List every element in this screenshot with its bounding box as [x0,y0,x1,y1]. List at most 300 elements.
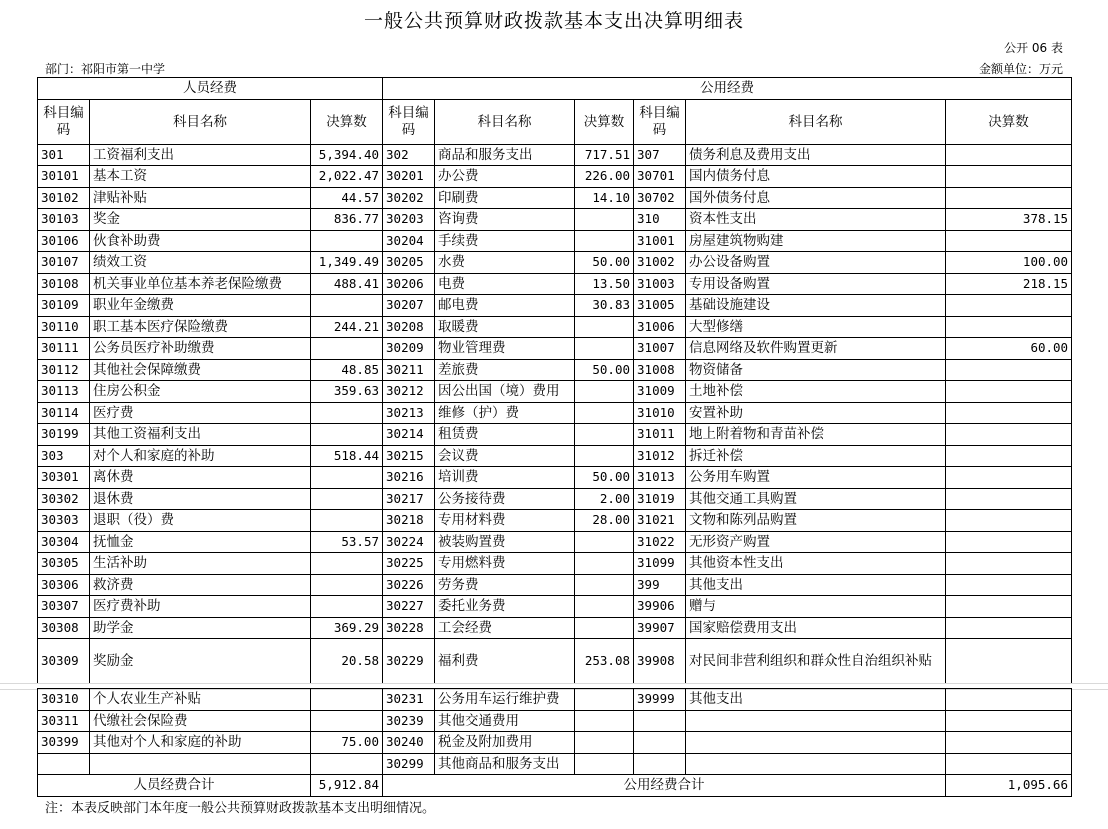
subject-code-cell: 30205 [383,252,435,274]
subject-name-cell: 租赁费 [435,424,575,446]
amount-cell: 836.77 [311,209,383,231]
subject-code-cell: 30240 [383,732,435,754]
amount-cell [311,338,383,360]
subject-name-cell: 安置补助 [686,402,946,424]
amount-cell [575,338,634,360]
subject-name-cell: 维修（护）费 [435,402,575,424]
unit-label: 金额单位：万元 [978,62,1063,76]
amount-cell [946,467,1072,489]
subject-name-cell: 机关事业单位基本养老保险缴费 [90,273,311,295]
subject-name-cell: 其他商品和服务支出 [435,753,575,775]
amount-cell: 53.57 [311,531,383,553]
amount-cell: 253.08 [575,639,634,684]
subject-code-cell: 31099 [634,553,686,575]
subject-code-cell: 30101 [38,166,90,188]
subject-code-cell: 30211 [383,359,435,381]
subject-code-cell: 31011 [634,424,686,446]
subject-code-cell: 30216 [383,467,435,489]
table-row [38,402,1072,424]
amount-cell [946,689,1072,711]
amount-cell [311,710,383,732]
subject-name-cell: 专用材料费 [435,510,575,532]
subject-name-cell: 赠与 [686,596,946,618]
table-row [38,732,1072,754]
amount-cell [575,445,634,467]
amount-cell [575,574,634,596]
subject-name-cell: 其他交通费用 [435,710,575,732]
subject-code-cell [634,732,686,754]
subject-name-cell: 绩效工资 [90,252,311,274]
amount-cell: 48.85 [311,359,383,381]
subject-name-cell [90,753,311,775]
subject-code-cell: 30218 [383,510,435,532]
subject-name-cell: 土地补偿 [686,381,946,403]
footnote: 注：本表反映部门本年度一般公共预算财政拨款基本支出明细情况。 [45,801,436,816]
subject-code-cell: 30103 [38,209,90,231]
subject-name-cell: 伙食补助费 [90,230,311,252]
subject-name-cell: 差旅费 [435,359,575,381]
amount-cell: 13.50 [575,273,634,295]
table-row [38,553,1072,575]
subject-code-cell: 39908 [634,639,686,684]
subject-name-cell: 公务接待费 [435,488,575,510]
amount-cell [946,553,1072,575]
subject-code-cell: 307 [634,144,686,166]
subject-code-cell: 39999 [634,689,686,711]
subject-name-cell: 职工基本医疗保险缴费 [90,316,311,338]
subject-code-cell: 39906 [634,596,686,618]
amount-cell [946,144,1072,166]
subject-code-cell: 30310 [38,689,90,711]
amount-cell: 20.58 [311,639,383,684]
table-row [38,273,1072,295]
amount-cell [575,424,634,446]
amount-cell [946,381,1072,403]
amount-cell: 44.57 [311,187,383,209]
table-row [38,753,1072,775]
subject-code-cell: 30203 [383,209,435,231]
subject-code-cell: 30229 [383,639,435,684]
amount-cell: 28.00 [575,510,634,532]
subject-name-cell: 培训费 [435,467,575,489]
subject-code-cell: 30224 [383,531,435,553]
subject-name-cell: 助学金 [90,617,311,639]
subject-name-cell: 抚恤金 [90,531,311,553]
subject-name-cell: 邮电费 [435,295,575,317]
subject-code-cell: 30114 [38,402,90,424]
subject-code-cell: 30701 [634,166,686,188]
public-header: 公用经费 [383,78,1072,100]
subject-code-cell: 30239 [383,710,435,732]
table-row [38,230,1072,252]
amount-cell [311,488,383,510]
subject-code-cell [38,753,90,775]
subject-name-cell: 公务员医疗补助缴费 [90,338,311,360]
amount-cell [311,574,383,596]
subject-name-cell: 资本性支出 [686,209,946,231]
subject-name-cell: 无形资产购置 [686,531,946,553]
subject-name-cell: 基本工资 [90,166,311,188]
subject-code-cell: 31003 [634,273,686,295]
amount-cell [311,424,383,446]
subject-name-cell: 救济费 [90,574,311,596]
subject-name-cell: 大型修缮 [686,316,946,338]
subject-code-cell: 30112 [38,359,90,381]
amount-cell [946,187,1072,209]
subject-code-cell: 30109 [38,295,90,317]
subject-code-cell: 31005 [634,295,686,317]
subject-name-cell: 奖金 [90,209,311,231]
subject-name-cell: 其他交通工具购置 [686,488,946,510]
subject-code-cell: 30231 [383,689,435,711]
subject-name-cell: 因公出国（境）费用 [435,381,575,403]
subject-name-cell: 其他支出 [686,574,946,596]
subject-code-cell: 30206 [383,273,435,295]
amount-cell [575,710,634,732]
table-row [38,187,1072,209]
subject-name-cell: 个人农业生产补贴 [90,689,311,711]
subject-name-cell: 退职（役）费 [90,510,311,532]
amount-cell [946,596,1072,618]
subject-code-cell: 30305 [38,553,90,575]
table-row [38,710,1072,732]
table-row [38,316,1072,338]
subject-code-cell: 30303 [38,510,90,532]
subject-name-cell: 基础设施建设 [686,295,946,317]
subject-code-cell: 31002 [634,252,686,274]
subject-code-cell: 30307 [38,596,90,618]
amount-cell [946,531,1072,553]
amount-cell: 226.00 [575,166,634,188]
subject-code-cell: 30110 [38,316,90,338]
subject-code-cell: 30299 [383,753,435,775]
subject-name-cell: 津贴补贴 [90,187,311,209]
subject-name-cell: 会议费 [435,445,575,467]
subject-code-cell: 303 [38,445,90,467]
subject-name-cell: 被装购置费 [435,531,575,553]
subject-code-cell: 30213 [383,402,435,424]
table-row [38,488,1072,510]
subject-name-cell: 医疗费补助 [90,596,311,618]
amount-cell [575,209,634,231]
amount-cell [575,596,634,618]
col-name-header: 科目名称 [435,99,575,144]
table-row [38,574,1072,596]
subject-code-cell: 31022 [634,531,686,553]
subject-code-cell: 30308 [38,617,90,639]
amount-cell [575,381,634,403]
subject-code-cell: 30228 [383,617,435,639]
subject-code-cell: 30306 [38,574,90,596]
subject-name-cell: 文物和陈列品购置 [686,510,946,532]
subject-name-cell: 国内债务付息 [686,166,946,188]
amount-cell [946,402,1072,424]
subject-code-cell: 30311 [38,710,90,732]
subject-code-cell: 30214 [383,424,435,446]
subject-name-cell: 代缴社会保险费 [90,710,311,732]
amount-cell [946,230,1072,252]
subject-name-cell: 电费 [435,273,575,295]
subject-name-cell: 生活补助 [90,553,311,575]
amount-cell: 518.44 [311,445,383,467]
subject-name-cell: 咨询费 [435,209,575,231]
subject-code-cell [634,753,686,775]
amount-cell: 60.00 [946,338,1072,360]
personnel-total-label: 人员经费合计 [38,775,311,797]
amount-cell [575,753,634,775]
subject-code-cell: 30108 [38,273,90,295]
amount-cell: 30.83 [575,295,634,317]
col-name-header: 科目名称 [686,99,946,144]
amount-cell: 1,349.49 [311,252,383,274]
subject-code-cell: 30304 [38,531,90,553]
amount-cell: 488.41 [311,273,383,295]
subject-code-cell: 30106 [38,230,90,252]
amount-cell [311,295,383,317]
subject-name-cell: 专用燃料费 [435,553,575,575]
amount-cell [575,230,634,252]
table-row [38,295,1072,317]
col-code-header: 科目编码 [634,99,686,144]
subject-code-cell: 30301 [38,467,90,489]
subject-code-cell: 310 [634,209,686,231]
col-code-header: 科目编码 [38,99,90,144]
amount-cell [946,488,1072,510]
amount-cell [946,166,1072,188]
subject-code-cell: 30215 [383,445,435,467]
subject-code-cell: 31001 [634,230,686,252]
subject-name-cell: 职业年金缴费 [90,295,311,317]
subject-name-cell: 信息网络及软件购置更新 [686,338,946,360]
subject-name-cell: 债务利息及费用支出 [686,144,946,166]
subject-name-cell: 医疗费 [90,402,311,424]
table-row [38,252,1072,274]
amount-cell [311,402,383,424]
amount-cell [946,445,1072,467]
subject-code-cell: 30202 [383,187,435,209]
table-row [38,445,1072,467]
subject-name-cell [686,732,946,754]
subject-name-cell: 工会经费 [435,617,575,639]
table-row [38,689,1072,711]
subject-name-cell: 工资福利支出 [90,144,311,166]
subject-name-cell: 奖励金 [90,639,311,684]
amount-cell: 218.15 [946,273,1072,295]
subject-name-cell: 办公费 [435,166,575,188]
amount-cell: 75.00 [311,732,383,754]
subject-name-cell: 水费 [435,252,575,274]
amount-cell: 378.15 [946,209,1072,231]
subject-name-cell: 对民间非营利组织和群众性自治组织补贴 [686,639,946,684]
subject-code-cell: 30399 [38,732,90,754]
page-title: 一般公共预算财政拨款基本支出决算明细表 [363,10,744,32]
subject-name-cell: 住房公积金 [90,381,311,403]
subject-name-cell: 其他工资福利支出 [90,424,311,446]
subject-code-cell: 31019 [634,488,686,510]
amount-cell [575,402,634,424]
amount-cell [575,316,634,338]
amount-cell: 50.00 [575,359,634,381]
expenditure-table [37,77,1072,684]
table-row [38,596,1072,618]
table-row [38,467,1072,489]
subject-code-cell: 31008 [634,359,686,381]
subject-name-cell: 物业管理费 [435,338,575,360]
subject-code-cell: 31007 [634,338,686,360]
amount-cell [311,753,383,775]
subject-name-cell: 国家赔偿费用支出 [686,617,946,639]
department-label: 部门：祁阳市第一中学 [45,62,166,76]
table-row [38,144,1072,166]
subject-name-cell: 印刷费 [435,187,575,209]
amount-cell [946,710,1072,732]
subject-code-cell: 302 [383,144,435,166]
public-total-value: 1,095.66 [946,775,1072,797]
amount-cell: 359.63 [311,381,383,403]
subject-code-cell: 30209 [383,338,435,360]
amount-cell: 244.21 [311,316,383,338]
amount-cell: 2,022.47 [311,166,383,188]
amount-cell [311,230,383,252]
amount-cell [946,316,1072,338]
subject-code-cell: 31006 [634,316,686,338]
subject-code-cell: 399 [634,574,686,596]
subject-name-cell: 对个人和家庭的补助 [90,445,311,467]
subject-code-cell: 30217 [383,488,435,510]
subject-name-cell [686,710,946,732]
amount-cell: 5,394.40 [311,144,383,166]
amount-cell [311,596,383,618]
subject-code-cell: 30107 [38,252,90,274]
subject-code-cell: 30102 [38,187,90,209]
col-amount-header: 决算数 [946,99,1072,144]
subject-code-cell: 31010 [634,402,686,424]
subject-name-cell: 其他对个人和家庭的补助 [90,732,311,754]
subject-code-cell: 30702 [634,187,686,209]
amount-cell [946,574,1072,596]
amount-cell: 717.51 [575,144,634,166]
subject-code-cell: 30204 [383,230,435,252]
subject-name-cell: 房屋建筑物购建 [686,230,946,252]
subject-name-cell: 公务用车运行维护费 [435,689,575,711]
subject-name-cell: 专用设备购置 [686,273,946,295]
subject-name-cell: 退休费 [90,488,311,510]
personnel-total-value: 5,912.84 [311,775,383,797]
table-row [38,338,1072,360]
subject-code-cell: 30302 [38,488,90,510]
subject-code-cell: 301 [38,144,90,166]
col-name-header: 科目名称 [90,99,311,144]
amount-cell [575,553,634,575]
table-row [38,617,1072,639]
amount-cell [946,617,1072,639]
amount-cell [311,553,383,575]
subject-code-cell: 31021 [634,510,686,532]
subject-code-cell: 30226 [383,574,435,596]
subject-code-cell: 31009 [634,381,686,403]
subject-name-cell: 委托业务费 [435,596,575,618]
col-code-header: 科目编码 [383,99,435,144]
amount-cell [311,689,383,711]
personnel-header: 人员经费 [38,78,383,100]
subject-code-cell [634,710,686,732]
subject-name-cell: 物资储备 [686,359,946,381]
amount-cell [311,510,383,532]
amount-cell [575,732,634,754]
amount-cell [575,617,634,639]
subject-code-cell: 30208 [383,316,435,338]
amount-cell [946,359,1072,381]
subject-name-cell: 其他社会保障缴费 [90,359,311,381]
subject-code-cell: 30199 [38,424,90,446]
subject-name-cell: 其他支出 [686,689,946,711]
subject-code-cell: 31013 [634,467,686,489]
subject-name-cell: 离休费 [90,467,311,489]
public-total-label: 公用经费合计 [383,775,946,797]
table-row [38,166,1072,188]
amount-cell [946,510,1072,532]
subject-name-cell: 办公设备购置 [686,252,946,274]
amount-cell: 369.29 [311,617,383,639]
amount-cell [946,639,1072,684]
amount-cell [311,467,383,489]
amount-cell: 14.10 [575,187,634,209]
subject-code-cell: 30212 [383,381,435,403]
subject-code-cell: 30111 [38,338,90,360]
amount-cell [946,295,1072,317]
form-number: 公开 06 表 [1004,41,1063,55]
col-amount-header: 决算数 [575,99,634,144]
amount-cell [946,732,1072,754]
subject-name-cell: 税金及附加费用 [435,732,575,754]
subject-code-cell: 31012 [634,445,686,467]
table-row [38,209,1072,231]
col-amount-header: 决算数 [311,99,383,144]
subject-name-cell: 取暖费 [435,316,575,338]
subject-name-cell: 其他资本性支出 [686,553,946,575]
amount-cell: 50.00 [575,252,634,274]
table-row [38,531,1072,553]
subject-name-cell [686,753,946,775]
subject-code-cell: 30225 [383,553,435,575]
subject-code-cell: 30309 [38,639,90,684]
subject-code-cell: 30201 [383,166,435,188]
subject-name-cell: 地上附着物和青苗补偿 [686,424,946,446]
subject-name-cell: 商品和服务支出 [435,144,575,166]
amount-cell [946,753,1072,775]
amount-cell [575,531,634,553]
subject-name-cell: 公务用车购置 [686,467,946,489]
subject-code-cell: 30227 [383,596,435,618]
table-row [38,359,1072,381]
table-row [38,424,1072,446]
subject-name-cell: 福利费 [435,639,575,684]
subject-name-cell: 手续费 [435,230,575,252]
table-row [38,381,1072,403]
amount-cell: 50.00 [575,467,634,489]
table-row [38,510,1072,532]
expenditure-table-continued [37,688,1072,797]
amount-cell: 100.00 [946,252,1072,274]
subject-name-cell: 拆迁补偿 [686,445,946,467]
amount-cell [575,689,634,711]
amount-cell [946,424,1072,446]
subject-name-cell: 劳务费 [435,574,575,596]
amount-cell: 2.00 [575,488,634,510]
subject-code-cell: 30113 [38,381,90,403]
table-row [38,639,1072,684]
subject-name-cell: 国外债务付息 [686,187,946,209]
